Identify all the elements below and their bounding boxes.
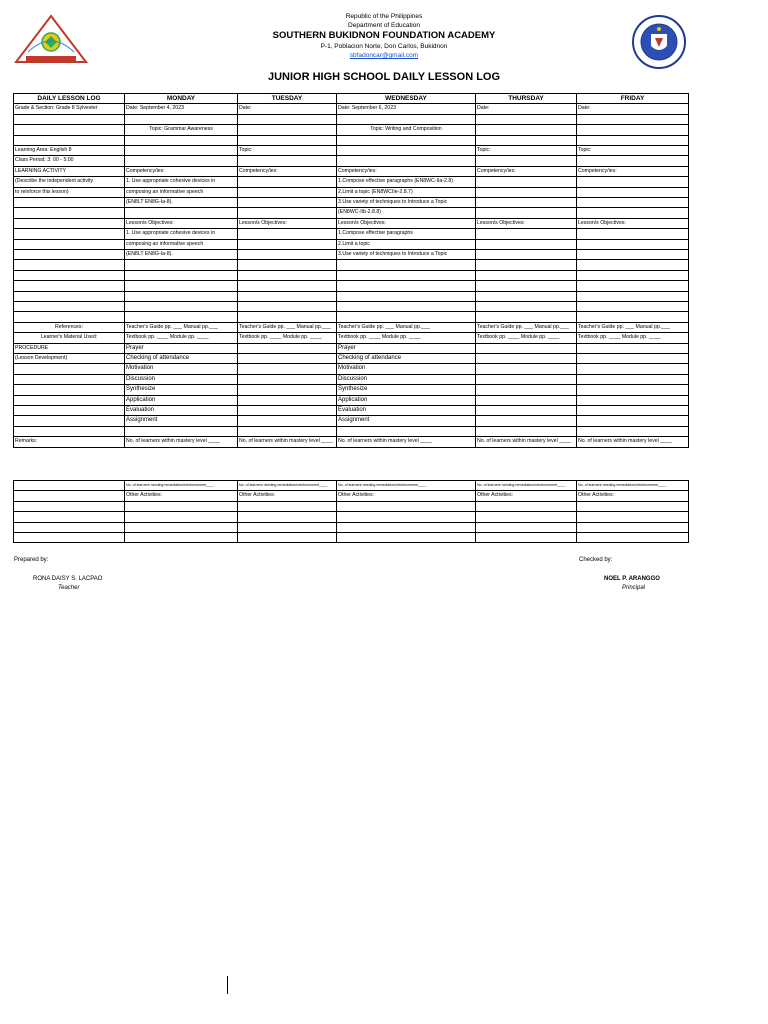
day-cell[interactable] bbox=[238, 312, 337, 322]
day-cell[interactable]: (EN8WC-IIb-2.8.8) bbox=[337, 208, 476, 218]
day-cell[interactable] bbox=[577, 522, 689, 532]
day-cell[interactable] bbox=[238, 302, 337, 312]
day-cell[interactable] bbox=[476, 354, 577, 364]
day-cell[interactable] bbox=[125, 522, 238, 532]
day-cell[interactable] bbox=[238, 250, 337, 260]
day-cell[interactable] bbox=[577, 395, 689, 405]
column-header: TUESDAY bbox=[238, 94, 337, 104]
day-cell[interactable] bbox=[238, 114, 337, 124]
day-cell[interactable]: Competency/ies: bbox=[476, 166, 577, 176]
row-label-cell[interactable] bbox=[14, 250, 125, 260]
row-label-cell[interactable] bbox=[14, 512, 125, 522]
day-cell[interactable] bbox=[125, 114, 238, 124]
table-row bbox=[14, 395, 689, 405]
row-label-cell[interactable] bbox=[14, 260, 125, 270]
day-cell[interactable] bbox=[238, 229, 337, 239]
column-header: DAILY LESSON LOG bbox=[14, 94, 125, 104]
day-cell[interactable]: Competency/ies: bbox=[577, 166, 689, 176]
day-cell[interactable]: Other Activities: bbox=[125, 491, 238, 501]
day-cell[interactable] bbox=[476, 156, 577, 166]
day-cell[interactable]: 3.Use variety of techniques to Introduce a Topic bbox=[337, 198, 476, 208]
day-cell[interactable] bbox=[238, 187, 337, 197]
teacher-name: RONA DAISY S. LACPAO bbox=[33, 576, 103, 582]
table-row bbox=[14, 125, 689, 135]
row-label-cell[interactable]: Class Period: 3: 00 - 5:00 bbox=[14, 156, 125, 166]
table-row bbox=[14, 208, 689, 218]
lesson-log-table bbox=[13, 93, 689, 448]
row-label-cell[interactable] bbox=[14, 281, 125, 291]
day-cell[interactable] bbox=[577, 512, 689, 522]
row-label-cell[interactable] bbox=[14, 491, 125, 501]
day-cell[interactable]: Textbook pp. ____ Module pp. ____ bbox=[125, 333, 238, 343]
day-cell[interactable] bbox=[238, 208, 337, 218]
row-label-cell[interactable] bbox=[14, 385, 125, 395]
day-cell[interactable] bbox=[337, 156, 476, 166]
republic-line: Republic of the Philippines bbox=[345, 13, 423, 20]
day-cell[interactable] bbox=[476, 208, 577, 218]
day-cell[interactable]: Date: September 6, 2023 bbox=[337, 104, 476, 114]
table-row bbox=[14, 291, 689, 301]
day-cell[interactable] bbox=[238, 364, 337, 374]
day-cell[interactable] bbox=[476, 198, 577, 208]
row-label-cell[interactable] bbox=[14, 239, 125, 249]
row-label-cell[interactable] bbox=[14, 406, 125, 416]
day-cell[interactable]: composing an informative speech bbox=[125, 187, 238, 197]
table-row bbox=[14, 333, 689, 343]
row-label-cell[interactable] bbox=[14, 364, 125, 374]
day-cell[interactable] bbox=[337, 135, 476, 145]
table-row bbox=[14, 114, 689, 124]
day-cell[interactable] bbox=[577, 532, 689, 542]
day-cell[interactable] bbox=[577, 501, 689, 511]
day-cell[interactable]: Topic: bbox=[476, 146, 577, 156]
principal-role: Principal bbox=[622, 585, 646, 591]
day-cell[interactable] bbox=[476, 395, 577, 405]
day-cell[interactable]: 1. Use appropriate cohesive devices in bbox=[125, 177, 238, 187]
day-cell[interactable] bbox=[238, 343, 337, 353]
day-cell[interactable]: Topic: bbox=[577, 146, 689, 156]
column-header: THURSDAY bbox=[476, 94, 577, 104]
table-row bbox=[14, 481, 689, 491]
school-email-link[interactable]: sbfadoncar@gmail.com bbox=[349, 52, 419, 59]
day-cell[interactable]: Textbook pp. ____ Module pp. ____ bbox=[577, 333, 689, 343]
table-row bbox=[14, 385, 689, 395]
day-cell[interactable] bbox=[577, 416, 689, 426]
day-cell[interactable]: 2.Limit a topic bbox=[337, 239, 476, 249]
day-cell[interactable] bbox=[238, 125, 337, 135]
row-label-cell[interactable] bbox=[14, 374, 125, 384]
table-row bbox=[14, 354, 689, 364]
day-cell[interactable]: Other Activities: bbox=[577, 491, 689, 501]
day-cell[interactable] bbox=[577, 291, 689, 301]
day-cell[interactable]: Prayer bbox=[337, 343, 476, 353]
day-cell[interactable] bbox=[476, 260, 577, 270]
day-cell[interactable]: Lesson/s Objectives: bbox=[238, 218, 337, 228]
day-cell[interactable] bbox=[577, 426, 689, 436]
day-cell[interactable]: No. of learners within mastery level ____ bbox=[577, 437, 689, 447]
day-cell[interactable] bbox=[125, 501, 238, 511]
day-cell[interactable] bbox=[238, 177, 337, 187]
day-cell[interactable]: Teacher's Guide pp. ___ Manual pp.___ bbox=[337, 322, 476, 332]
table-row bbox=[14, 104, 689, 114]
day-cell[interactable]: Application bbox=[125, 395, 238, 405]
remediation-table bbox=[13, 480, 689, 543]
day-cell[interactable]: Competency/ies: bbox=[337, 166, 476, 176]
day-cell[interactable]: No. of learners needing remediation/reinforcement____ bbox=[476, 481, 577, 491]
department-line: Department of Education bbox=[348, 22, 420, 29]
table-row bbox=[14, 416, 689, 426]
day-cell[interactable] bbox=[238, 135, 337, 145]
row-label-cell[interactable] bbox=[14, 229, 125, 239]
day-cell[interactable] bbox=[337, 281, 476, 291]
day-cell[interactable] bbox=[577, 239, 689, 249]
day-cell[interactable] bbox=[337, 302, 476, 312]
day-cell[interactable] bbox=[125, 156, 238, 166]
row-label-cell[interactable] bbox=[14, 522, 125, 532]
row-label-cell[interactable] bbox=[14, 426, 125, 436]
row-label-cell[interactable]: Grade & Section: Grade 8 Sylvester bbox=[14, 104, 125, 114]
table-row bbox=[14, 491, 689, 501]
day-cell[interactable]: No. of learners needing remediation/reinforcement____ bbox=[125, 481, 238, 491]
prepared-by-label: Prepared by: bbox=[14, 557, 49, 563]
day-cell[interactable] bbox=[577, 364, 689, 374]
day-cell[interactable] bbox=[577, 354, 689, 364]
table-row bbox=[14, 146, 689, 156]
day-cell[interactable] bbox=[238, 501, 337, 511]
day-cell[interactable] bbox=[337, 512, 476, 522]
day-cell[interactable] bbox=[577, 135, 689, 145]
day-cell[interactable]: Date: bbox=[577, 104, 689, 114]
day-cell[interactable]: Textbook pp. ____ Module pp. ____ bbox=[476, 333, 577, 343]
day-cell[interactable] bbox=[476, 501, 577, 511]
day-cell[interactable] bbox=[238, 395, 337, 405]
table-row bbox=[14, 187, 689, 197]
day-cell[interactable] bbox=[476, 114, 577, 124]
day-cell[interactable]: No. of learners needing remediation/reinforcement____ bbox=[577, 481, 689, 491]
table-row bbox=[14, 135, 689, 145]
day-cell[interactable] bbox=[125, 291, 238, 301]
day-cell[interactable] bbox=[238, 156, 337, 166]
day-cell[interactable] bbox=[476, 364, 577, 374]
row-label-cell[interactable] bbox=[14, 198, 125, 208]
day-cell[interactable] bbox=[337, 146, 476, 156]
day-cell[interactable]: (EN8LT EN8G-Ia-8). bbox=[125, 250, 238, 260]
day-cell[interactable] bbox=[577, 208, 689, 218]
table-row bbox=[14, 198, 689, 208]
remediation-body bbox=[14, 481, 689, 543]
day-cell[interactable] bbox=[476, 343, 577, 353]
day-cell[interactable]: 1. Use appropriate cohesive devices in bbox=[125, 229, 238, 239]
day-cell[interactable] bbox=[577, 270, 689, 280]
row-label-cell[interactable] bbox=[14, 501, 125, 511]
day-cell[interactable]: (EN8LT EN8G-Ia-8). bbox=[125, 198, 238, 208]
teacher-role: Teacher bbox=[58, 585, 80, 591]
row-label-cell[interactable] bbox=[14, 532, 125, 542]
day-cell[interactable] bbox=[238, 281, 337, 291]
row-label-cell[interactable] bbox=[14, 312, 125, 322]
day-cell[interactable] bbox=[125, 146, 238, 156]
day-cell[interactable] bbox=[238, 270, 337, 280]
day-cell[interactable] bbox=[476, 374, 577, 384]
document-header bbox=[0, 12, 768, 60]
day-cell[interactable]: No. of learners within mastery level ____ bbox=[476, 437, 577, 447]
day-cell[interactable] bbox=[337, 114, 476, 124]
column-header: MONDAY bbox=[125, 94, 238, 104]
table-row bbox=[14, 156, 689, 166]
day-cell[interactable]: Other Activities: bbox=[337, 491, 476, 501]
day-cell[interactable]: Checking of attendance bbox=[125, 354, 238, 364]
day-cell[interactable] bbox=[577, 260, 689, 270]
day-cell[interactable]: Date: September 4, 2023 bbox=[125, 104, 238, 114]
principal-name: NOEL P. ARANGGO bbox=[604, 576, 660, 582]
day-cell[interactable] bbox=[476, 426, 577, 436]
day-cell[interactable] bbox=[577, 302, 689, 312]
day-cell[interactable] bbox=[238, 260, 337, 270]
day-cell[interactable] bbox=[577, 281, 689, 291]
table-row bbox=[14, 229, 689, 239]
table-row bbox=[14, 239, 689, 249]
school-address: P-1, Poblacion Norte, Don Carlos, Bukidnon bbox=[320, 43, 448, 50]
day-cell[interactable]: Textbook pp. ____ Module pp. ____ bbox=[238, 333, 337, 343]
day-cell[interactable] bbox=[577, 125, 689, 135]
day-cell[interactable]: Teacher's Guide pp. ___ Manual pp.___ bbox=[476, 322, 577, 332]
day-cell[interactable] bbox=[476, 270, 577, 280]
row-label-cell[interactable] bbox=[14, 270, 125, 280]
table-row bbox=[14, 281, 689, 291]
day-cell[interactable] bbox=[125, 512, 238, 522]
day-cell[interactable]: 1.Compose effective paragraphs (EN8WC-IIa-2.8) bbox=[337, 177, 476, 187]
day-cell[interactable] bbox=[337, 270, 476, 280]
day-cell[interactable] bbox=[125, 426, 238, 436]
column-header: WEDNESDAY bbox=[337, 94, 476, 104]
day-cell[interactable] bbox=[125, 312, 238, 322]
table-row bbox=[14, 260, 689, 270]
row-label-cell[interactable]: to reinforce this lesson) bbox=[14, 187, 125, 197]
row-label-cell[interactable]: Remarks: bbox=[14, 437, 125, 447]
row-label-cell[interactable] bbox=[14, 218, 125, 228]
day-cell[interactable] bbox=[476, 291, 577, 301]
day-cell[interactable] bbox=[125, 208, 238, 218]
day-cell[interactable] bbox=[238, 532, 337, 542]
row-label-cell[interactable] bbox=[14, 291, 125, 301]
day-cell[interactable] bbox=[476, 177, 577, 187]
table-row bbox=[14, 177, 689, 187]
text-cursor bbox=[227, 976, 228, 994]
day-cell[interactable]: Date: bbox=[476, 104, 577, 114]
row-label-cell[interactable]: References: bbox=[14, 322, 125, 332]
day-cell[interactable] bbox=[577, 406, 689, 416]
row-label-cell[interactable]: (Describe the independent activity bbox=[14, 177, 125, 187]
day-cell[interactable]: Topic: Writing and Composition bbox=[337, 125, 476, 135]
school-name: SOUTHERN BUKIDNON FOUNDATION ACADEMY bbox=[272, 30, 496, 41]
day-cell[interactable] bbox=[476, 385, 577, 395]
day-cell[interactable] bbox=[476, 281, 577, 291]
day-cell[interactable] bbox=[125, 260, 238, 270]
table-header-row bbox=[14, 94, 689, 104]
day-cell[interactable]: Prayer bbox=[125, 343, 238, 353]
day-cell[interactable] bbox=[238, 406, 337, 416]
day-cell[interactable] bbox=[476, 532, 577, 542]
row-label-cell[interactable] bbox=[14, 302, 125, 312]
day-cell[interactable]: Assignment bbox=[337, 416, 476, 426]
day-cell[interactable] bbox=[476, 512, 577, 522]
day-cell[interactable] bbox=[125, 135, 238, 145]
row-label-cell[interactable] bbox=[14, 416, 125, 426]
checked-by-label: Checked by: bbox=[579, 557, 613, 563]
day-cell[interactable] bbox=[577, 177, 689, 187]
day-cell[interactable]: 3.Use variety of techniques to Introduce a Topic bbox=[337, 250, 476, 260]
day-cell[interactable] bbox=[476, 522, 577, 532]
day-cell[interactable]: Synthesize bbox=[125, 385, 238, 395]
day-cell[interactable] bbox=[476, 229, 577, 239]
table-row bbox=[14, 166, 689, 176]
table-row bbox=[14, 522, 689, 532]
day-cell[interactable]: Checking of attendance bbox=[337, 354, 476, 364]
day-cell[interactable] bbox=[476, 302, 577, 312]
day-cell[interactable] bbox=[125, 302, 238, 312]
day-cell[interactable] bbox=[577, 229, 689, 239]
day-cell[interactable]: Lesson/s Objectives: bbox=[577, 218, 689, 228]
day-cell[interactable] bbox=[577, 114, 689, 124]
day-cell[interactable]: Application bbox=[337, 395, 476, 405]
day-cell[interactable]: Discussion bbox=[125, 374, 238, 384]
day-cell[interactable] bbox=[476, 416, 577, 426]
table-row bbox=[14, 322, 689, 332]
day-cell[interactable] bbox=[238, 354, 337, 364]
day-cell[interactable]: Date: bbox=[238, 104, 337, 114]
row-label-cell[interactable]: (Lesson Development) bbox=[14, 354, 125, 364]
day-cell[interactable]: composing an informative speech bbox=[125, 239, 238, 249]
day-cell[interactable]: Topic: bbox=[238, 146, 337, 156]
day-cell[interactable] bbox=[337, 522, 476, 532]
day-cell[interactable]: Motivation bbox=[125, 364, 238, 374]
table-row bbox=[14, 312, 689, 322]
day-cell[interactable] bbox=[577, 343, 689, 353]
day-cell[interactable]: No. of learners needing remediation/reinforcement____ bbox=[238, 481, 337, 491]
day-cell[interactable]: Synthesize bbox=[337, 385, 476, 395]
day-cell[interactable] bbox=[238, 522, 337, 532]
row-label-cell[interactable]: Learner's Material Used: bbox=[14, 333, 125, 343]
table-row bbox=[14, 364, 689, 374]
day-cell[interactable] bbox=[476, 239, 577, 249]
day-cell[interactable] bbox=[577, 385, 689, 395]
day-cell[interactable]: Lesson/s Objectives: bbox=[125, 218, 238, 228]
day-cell[interactable] bbox=[337, 260, 476, 270]
day-cell[interactable] bbox=[125, 270, 238, 280]
day-cell[interactable]: Teacher's Guide pp. ___ Manual pp.___ bbox=[125, 322, 238, 332]
day-cell[interactable]: Competency/ies: bbox=[125, 166, 238, 176]
day-cell[interactable]: Lesson/s Objectives: bbox=[476, 218, 577, 228]
day-cell[interactable]: Lesson/s Objectives: bbox=[337, 218, 476, 228]
day-cell[interactable]: Evaluation bbox=[125, 406, 238, 416]
day-cell[interactable] bbox=[476, 125, 577, 135]
day-cell[interactable] bbox=[476, 312, 577, 322]
row-label-cell[interactable]: Learning Area: English 8 bbox=[14, 146, 125, 156]
day-cell[interactable] bbox=[238, 385, 337, 395]
day-cell[interactable] bbox=[577, 187, 689, 197]
day-cell[interactable]: Other Activities: bbox=[476, 491, 577, 501]
day-cell[interactable] bbox=[577, 198, 689, 208]
table-row bbox=[14, 250, 689, 260]
day-cell[interactable] bbox=[577, 156, 689, 166]
table-row bbox=[14, 426, 689, 436]
row-label-cell[interactable]: LEARNING ACTIVITY bbox=[14, 166, 125, 176]
day-cell[interactable]: Motivation bbox=[337, 364, 476, 374]
day-cell[interactable] bbox=[238, 426, 337, 436]
day-cell[interactable] bbox=[577, 312, 689, 322]
day-cell[interactable]: Other Activities: bbox=[238, 491, 337, 501]
day-cell[interactable] bbox=[238, 291, 337, 301]
table-row bbox=[14, 532, 689, 542]
day-cell[interactable] bbox=[238, 512, 337, 522]
day-cell[interactable] bbox=[238, 239, 337, 249]
day-cell[interactable]: 1.Compose effective paragraphs bbox=[337, 229, 476, 239]
row-label-cell[interactable] bbox=[14, 208, 125, 218]
day-cell[interactable]: 2.Limit a topic (EN8WCIIe-2.8.7) bbox=[337, 187, 476, 197]
day-cell[interactable]: Teacher's Guide pp. ___ Manual pp.___ bbox=[577, 322, 689, 332]
day-cell[interactable] bbox=[577, 374, 689, 384]
table-row bbox=[14, 302, 689, 312]
day-cell[interactable] bbox=[238, 416, 337, 426]
day-cell[interactable] bbox=[337, 501, 476, 511]
table-row bbox=[14, 406, 689, 416]
day-cell[interactable]: Assignment bbox=[125, 416, 238, 426]
day-cell[interactable]: Textbook pp. ____ Module pp. ____ bbox=[337, 333, 476, 343]
row-label-cell[interactable] bbox=[14, 481, 125, 491]
day-cell[interactable]: Teacher's Guide pp. ___ Manual pp.___ bbox=[238, 322, 337, 332]
table-row bbox=[14, 218, 689, 228]
day-cell[interactable] bbox=[577, 250, 689, 260]
row-label-cell[interactable] bbox=[14, 135, 125, 145]
row-label-cell[interactable] bbox=[14, 114, 125, 124]
table-row bbox=[14, 512, 689, 522]
table-row bbox=[14, 374, 689, 384]
day-cell[interactable] bbox=[337, 426, 476, 436]
day-cell[interactable] bbox=[476, 406, 577, 416]
day-cell[interactable]: Discussion bbox=[337, 374, 476, 384]
day-cell[interactable] bbox=[238, 374, 337, 384]
day-cell[interactable]: No. of learners within mastery level ____ bbox=[337, 437, 476, 447]
day-cell[interactable] bbox=[476, 250, 577, 260]
table-row bbox=[14, 501, 689, 511]
day-cell[interactable]: Competency/ies: bbox=[238, 166, 337, 176]
table-row bbox=[14, 343, 689, 353]
day-cell[interactable] bbox=[125, 532, 238, 542]
day-cell[interactable] bbox=[125, 281, 238, 291]
day-cell[interactable] bbox=[337, 532, 476, 542]
row-label-cell[interactable] bbox=[14, 395, 125, 405]
day-cell[interactable] bbox=[476, 187, 577, 197]
day-cell[interactable]: Topic: Grammar Awareness bbox=[125, 125, 238, 135]
column-header: FRIDAY bbox=[577, 94, 689, 104]
day-cell[interactable] bbox=[337, 291, 476, 301]
row-label-cell[interactable]: PROCEDURE bbox=[14, 343, 125, 353]
day-cell[interactable]: No. of learners within mastery level ____ bbox=[238, 437, 337, 447]
page-title: JUNIOR HIGH SCHOOL DAILY LESSON LOG bbox=[267, 71, 501, 83]
table-row bbox=[14, 270, 689, 280]
day-cell[interactable]: No. of learners within mastery level ____ bbox=[125, 437, 238, 447]
day-cell[interactable]: Evaluation bbox=[337, 406, 476, 416]
table-row bbox=[14, 437, 689, 447]
day-cell[interactable] bbox=[238, 198, 337, 208]
row-label-cell[interactable] bbox=[14, 125, 125, 135]
day-cell[interactable] bbox=[337, 312, 476, 322]
day-cell[interactable]: No. of learners needing remediation/reinforcement____ bbox=[337, 481, 476, 491]
day-cell[interactable] bbox=[476, 135, 577, 145]
lesson-log-body bbox=[14, 104, 689, 447]
